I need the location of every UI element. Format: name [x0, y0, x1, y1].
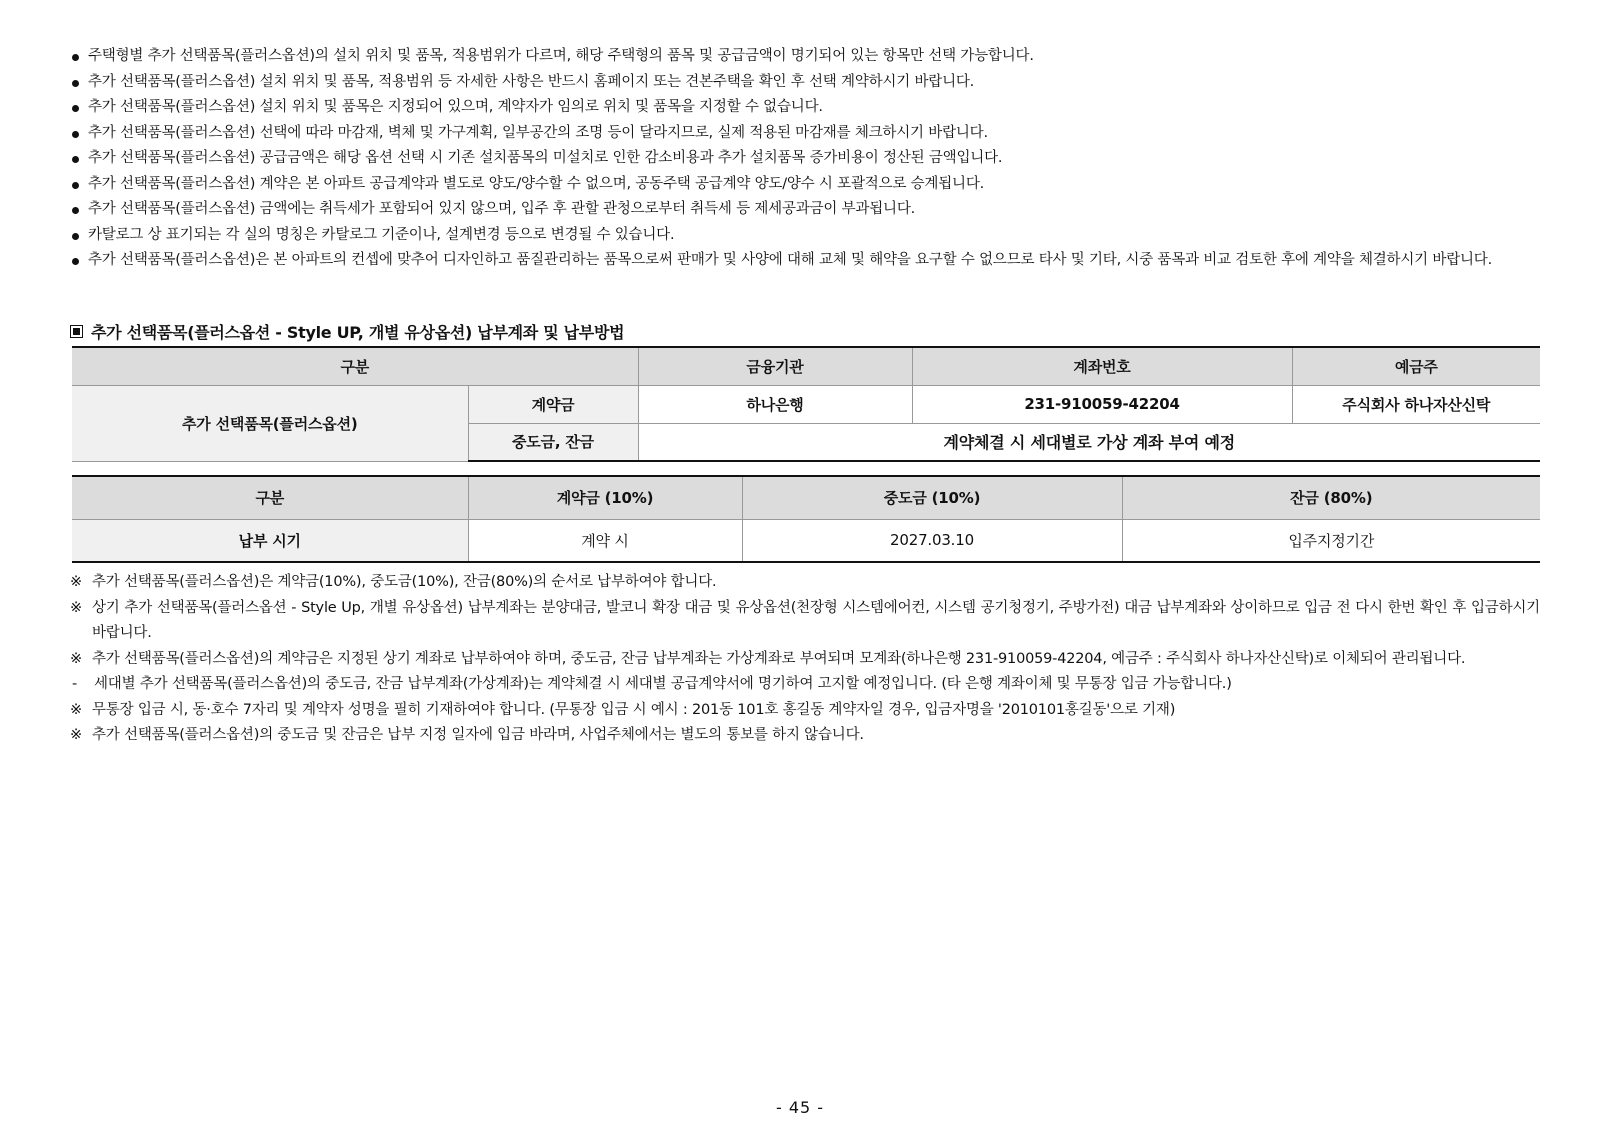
header-cell: 중도금 (10%)	[742, 476, 1122, 519]
header-cell: 계약금 (10%)	[468, 476, 742, 519]
table-row	[72, 519, 1540, 562]
header-cell: 예금주	[1292, 347, 1540, 385]
note-item	[70, 723, 1540, 749]
notice-item: 카탈로그 상 표기되는 각 실의 명칭은 카탈로그 기준이나, 설계변경 등으로 변경될 수 있습니다.	[70, 223, 1540, 249]
reference-mark: ※	[70, 599, 82, 616]
reference-mark: ※	[70, 701, 82, 718]
reference-mark: ※	[70, 574, 82, 590]
note-item	[70, 570, 1540, 596]
payment-schedule-table	[72, 475, 1540, 563]
notice-item: 추가 선택품목(플러스옵션)은 본 아파트의 컨셉에 맞추어 디자인하고 품질관리하는 품목으로써 판매가 및 사양에 대해 교체 및 해약을 요구할 수 없으므로 타사 및 기타, 시중 품목과 비교 검토한 후에 계약을 체결하시기 바랍니다.	[70, 248, 1540, 274]
header-cell: 구분	[72, 476, 468, 519]
note-text: 추가 선택품목(플러스옵션)은 계약금(10%), 중도금(10%), 잔금(80%)의 순서로 납부하여야 합니다.	[92, 574, 717, 590]
page-number: - 45 -	[775, 1098, 825, 1117]
notice-item: 추가 선택품목(플러스옵션) 공급금액은 해당 옵션 선택 시 기존 설치품목의 미설치로 인한 감소비용과 추가 설치품목 증가비용이 정산된 금액입니다.	[70, 146, 1540, 172]
interim-date-cell: 2027.03.10	[742, 519, 1122, 562]
row-label: 중도금, 잔금	[468, 423, 638, 461]
dash-mark: -	[72, 676, 78, 692]
note-item	[70, 596, 1540, 647]
row-group-label: 추가 선택품목(플러스옵션)	[72, 385, 468, 461]
notice-item: 추가 선택품목(플러스옵션) 계약은 본 아파트 공급계약과 별도로 양도/양수할 수 없으며, 공동주택 공급계약 양도/양수 시 포괄적으로 승계됩니다.	[70, 172, 1540, 198]
bank-cell: 하나은행	[638, 385, 912, 423]
account-number-cell: 231-910059-42204	[912, 385, 1292, 423]
notice-item: 추가 선택품목(플러스옵션) 선택에 따라 마감재, 벽체 및 가구계획, 일부공간의 조명 등이 달라지므로, 실제 적용된 마감재를 체크하시기 바랍니다.	[70, 121, 1540, 147]
table-row	[72, 385, 1540, 423]
header-cell: 금융기관	[638, 347, 912, 385]
note-text: 무통장 입금 시, 동·호수 7자리 및 계약자 성명을 필히 기재하여야 합니다. (무통장 입금 시 예시 : 201동 101호 홍길동 계약자일 경우, 입금자명을 '2010101홍길동'으로 기재)	[92, 701, 1176, 718]
reference-mark: ※	[70, 650, 82, 667]
balance-timing-cell: 입주지정기간	[1122, 519, 1540, 562]
notice-item: 추가 선택품목(플러스옵션) 설치 위치 및 품목은 지정되어 있으며, 계약자가 임의로 위치 및 품목을 지정할 수 없습니다.	[70, 95, 1540, 121]
table-header-row	[72, 476, 1540, 519]
note-sub-item	[70, 672, 1540, 698]
table-header-row	[72, 347, 1540, 385]
header-cell: 계좌번호	[912, 347, 1292, 385]
reference-mark: ※	[70, 727, 82, 743]
note-text: 상기 추가 선택품목(플러스옵션 - Style Up, 개별 유상옵션) 납부계좌는 분양대금, 발코니 확장 대금 및 유상옵션(천장형 시스템에어컨, 시스템 공기청정기, 주방가전) 대금 납부계좌와 상이하므로 입금 전 다시 한번 확인 후 입금하시기 바랍니다.	[92, 599, 1540, 641]
deposit-timing-cell: 계약 시	[468, 519, 742, 562]
payment-notes-list	[70, 570, 1540, 749]
notice-item: 추가 선택품목(플러스옵션) 설치 위치 및 품목, 적용범위 등 자세한 사항은 반드시 홈페이지 또는 견본주택을 확인 후 선택 계약하시기 바랍니다.	[70, 70, 1540, 96]
filled-square-icon	[70, 325, 83, 338]
section-heading-text: 추가 선택품목(플러스옵션 - Style UP, 개별 유상옵션) 납부계좌 및 납부방법	[91, 323, 625, 342]
virtual-account-note: 계약체결 시 세대별로 가상 계좌 부여 예정	[638, 423, 1540, 461]
account-holder-cell: 주식회사 하나자산신탁	[1292, 385, 1540, 423]
row-label: 계약금	[468, 385, 638, 423]
section-heading	[70, 320, 624, 343]
note-text: 추가 선택품목(플러스옵션)의 중도금 및 잔금은 납부 지정 일자에 입금 바라며, 사업주체에서는 별도의 통보를 하지 않습니다.	[92, 727, 864, 743]
header-cell: 구분	[72, 347, 638, 385]
row-label: 납부 시기	[72, 519, 468, 562]
note-text: 추가 선택품목(플러스옵션)의 계약금은 지정된 상기 계좌로 납부하여야 하며, 중도금, 잔금 납부계좌는 가상계좌로 부여되며 모계좌(하나은행 231-910059-42204, 예금주 : 주식회사 하나자산신탁)로 이체되어 관리됩니다.	[92, 650, 1466, 667]
note-item	[70, 647, 1540, 673]
option-notice-list	[70, 44, 1540, 274]
header-cell: 잔금 (80%)	[1122, 476, 1540, 519]
notice-item: 추가 선택품목(플러스옵션) 금액에는 취득세가 포함되어 있지 않으며, 입주 후 관할 관청으로부터 취득세 등 제세공과금이 부과됩니다.	[70, 197, 1540, 223]
note-text: 세대별 추가 선택품목(플러스옵션)의 중도금, 잔금 납부계좌(가상계좌)는 계약체결 시 세대별 공급계약서에 명기하여 고지할 예정입니다. (타 은행 계좌이체 및 무통장 입금 가능합니다.)	[94, 676, 1232, 692]
note-item	[70, 698, 1540, 724]
notice-item: 주택형별 추가 선택품목(플러스옵션)의 설치 위치 및 품목, 적용범위가 다르며, 해당 주택형의 품목 및 공급금액이 명기되어 있는 항목만 선택 가능합니다.	[70, 44, 1540, 70]
payment-account-table	[72, 346, 1540, 462]
